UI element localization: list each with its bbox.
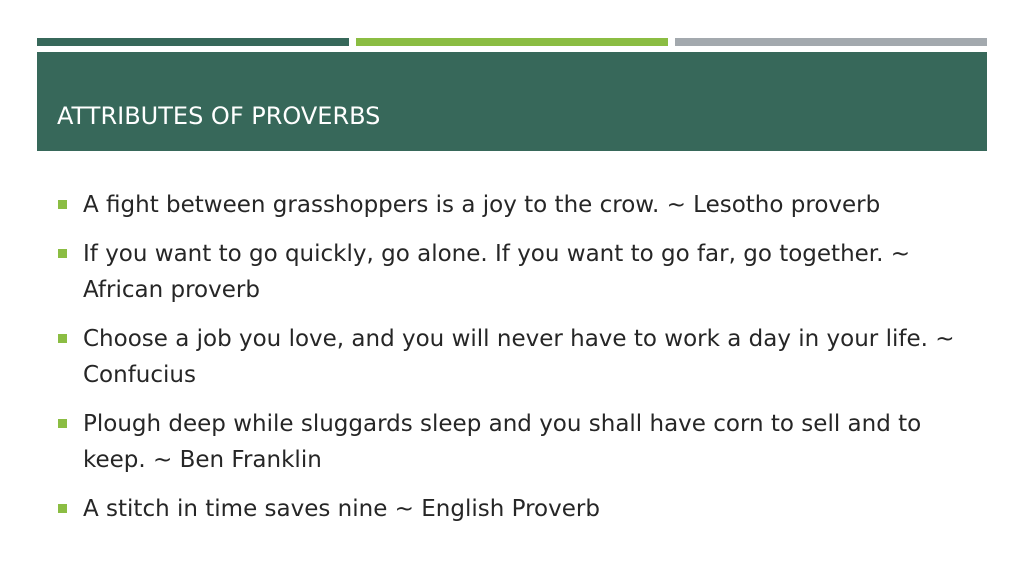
bullet-text: A fight between grasshoppers is a joy to the crow. ~ Lesotho proverb — [83, 192, 881, 218]
accent-stripe-dark-green — [37, 38, 349, 46]
bullet-item — [58, 187, 978, 223]
square-bullet-icon — [58, 200, 67, 209]
slide-title: ATTRIBUTES OF PROVERBS — [57, 102, 381, 130]
bullet-item — [58, 236, 978, 308]
accent-stripe-gray — [675, 38, 987, 46]
bullet-text: Choose a job you love, and you will never have to work a day in your life. ~ Confucius — [83, 326, 955, 388]
bullet-item — [58, 321, 978, 393]
bullet-list — [58, 187, 978, 540]
title-band — [37, 52, 987, 151]
square-bullet-icon — [58, 334, 67, 343]
square-bullet-icon — [58, 249, 67, 258]
bullet-text: Plough deep while sluggards sleep and you shall have corn to sell and to keep. ~ Ben Franklin — [83, 411, 922, 473]
bullet-text: If you want to go quickly, go alone. If you want to go far, go together. ~ African proverb — [83, 241, 911, 303]
bullet-item — [58, 491, 978, 527]
square-bullet-icon — [58, 504, 67, 513]
accent-stripe-light-green — [356, 38, 668, 46]
bullet-item — [58, 406, 978, 478]
square-bullet-icon — [58, 419, 67, 428]
bullet-text: A stitch in time saves nine ~ English Proverb — [83, 496, 600, 522]
